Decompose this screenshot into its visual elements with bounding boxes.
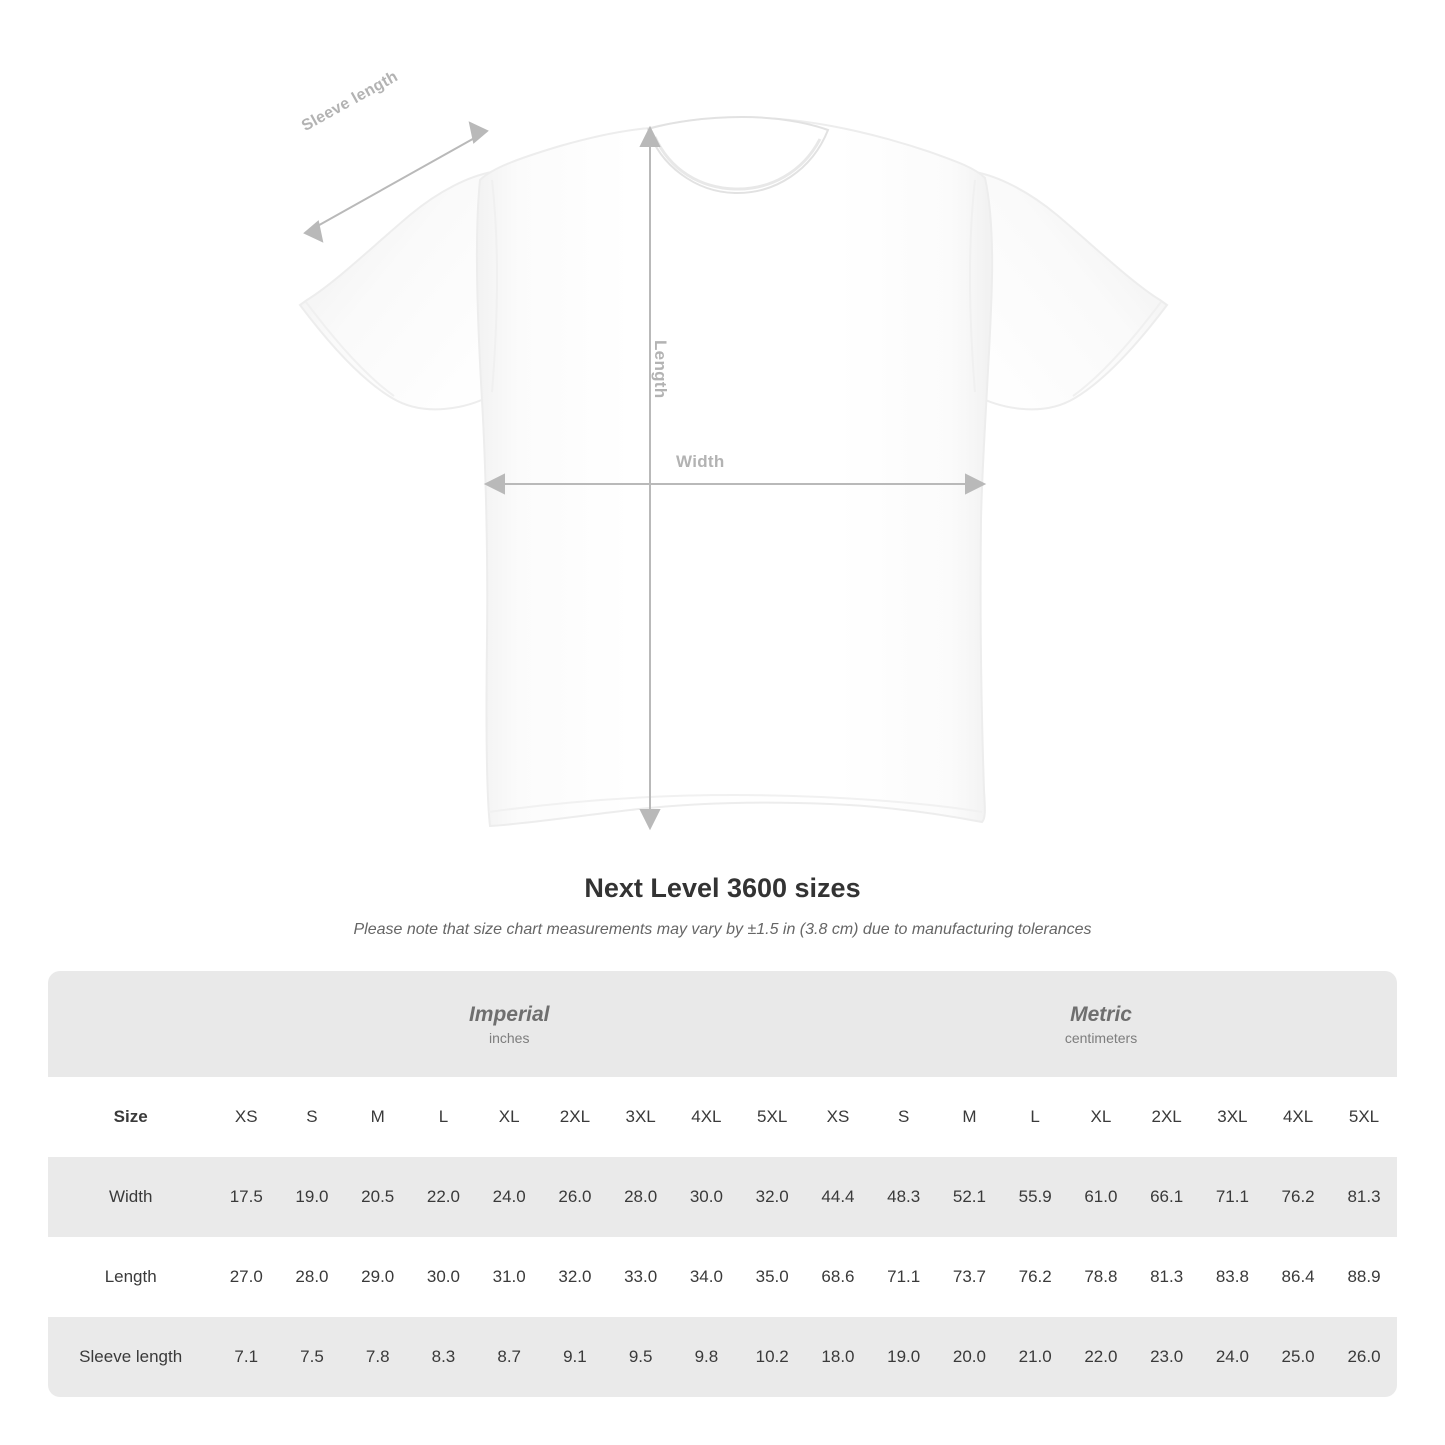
width-metric-xl: 61.0 bbox=[1068, 1157, 1134, 1237]
width-metric-xs: 44.4 bbox=[805, 1157, 871, 1237]
size-cell-imperial-l: L bbox=[411, 1077, 477, 1157]
size-cell-imperial-xs: XS bbox=[213, 1077, 279, 1157]
size-cell-imperial-3xl: 3XL bbox=[608, 1077, 674, 1157]
length-imperial-4xl: 34.0 bbox=[674, 1237, 740, 1317]
width-imperial-4xl: 30.0 bbox=[674, 1157, 740, 1237]
size-cell-imperial-5xl: 5XL bbox=[739, 1077, 805, 1157]
length-metric-4xl: 86.4 bbox=[1265, 1237, 1331, 1317]
sleeve-metric-5xl: 26.0 bbox=[1331, 1317, 1397, 1397]
length-metric-3xl: 83.8 bbox=[1200, 1237, 1266, 1317]
width-metric-2xl: 66.1 bbox=[1134, 1157, 1200, 1237]
length-metric-xl: 78.8 bbox=[1068, 1237, 1134, 1317]
width-imperial-2xl: 26.0 bbox=[542, 1157, 608, 1237]
sleeve-imperial-xl: 8.7 bbox=[476, 1317, 542, 1397]
width-imperial-3xl: 28.0 bbox=[608, 1157, 674, 1237]
width-metric-5xl: 81.3 bbox=[1331, 1157, 1397, 1237]
width-metric-4xl: 76.2 bbox=[1265, 1157, 1331, 1237]
size-cell-imperial-m: M bbox=[345, 1077, 411, 1157]
sleeve-length-label: Sleeve length bbox=[299, 68, 401, 135]
length-metric-xs: 68.6 bbox=[805, 1237, 871, 1317]
size-cell-imperial-2xl: 2XL bbox=[542, 1077, 608, 1157]
length-imperial-s: 28.0 bbox=[279, 1237, 345, 1317]
sleeve-imperial-5xl: 10.2 bbox=[739, 1317, 805, 1397]
row-label-length: Length bbox=[48, 1237, 213, 1317]
table-row bbox=[48, 1317, 1397, 1397]
size-cell-metric-2xl: 2XL bbox=[1134, 1077, 1200, 1157]
sleeve-metric-l: 21.0 bbox=[1002, 1317, 1068, 1397]
size-cell-imperial-s: S bbox=[279, 1077, 345, 1157]
width-imperial-m: 20.5 bbox=[345, 1157, 411, 1237]
size-cell-imperial-xl: XL bbox=[476, 1077, 542, 1157]
sleeve-metric-xs: 18.0 bbox=[805, 1317, 871, 1397]
length-metric-l: 76.2 bbox=[1002, 1237, 1068, 1317]
unit-sub-imperial: inches bbox=[489, 1030, 530, 1047]
size-cell-metric-s: S bbox=[871, 1077, 937, 1157]
sleeve-imperial-l: 8.3 bbox=[411, 1317, 477, 1397]
size-cell-imperial-4xl: 4XL bbox=[674, 1077, 740, 1157]
width-imperial-xs: 17.5 bbox=[213, 1157, 279, 1237]
size-cell-metric-5xl: 5XL bbox=[1331, 1077, 1397, 1157]
unit-header-imperial bbox=[213, 971, 805, 1077]
length-metric-m: 73.7 bbox=[937, 1237, 1003, 1317]
length-metric-2xl: 81.3 bbox=[1134, 1237, 1200, 1317]
size-cell-metric-3xl: 3XL bbox=[1200, 1077, 1266, 1157]
table-row bbox=[48, 1157, 1397, 1237]
table-row bbox=[48, 1237, 1397, 1317]
row-label-width: Width bbox=[48, 1157, 213, 1237]
sleeve-metric-4xl: 25.0 bbox=[1265, 1317, 1331, 1397]
length-imperial-xs: 27.0 bbox=[213, 1237, 279, 1317]
length-metric-s: 71.1 bbox=[871, 1237, 937, 1317]
row-label-sleeve-length: Sleeve length bbox=[48, 1317, 213, 1397]
width-imperial-xl: 24.0 bbox=[476, 1157, 542, 1237]
sleeve-imperial-m: 7.8 bbox=[345, 1317, 411, 1397]
unit-title-metric: Metric bbox=[1070, 1002, 1132, 1026]
width-imperial-5xl: 32.0 bbox=[739, 1157, 805, 1237]
sleeve-imperial-4xl: 9.8 bbox=[674, 1317, 740, 1397]
sleeve-imperial-s: 7.5 bbox=[279, 1317, 345, 1397]
size-row-label: Size bbox=[48, 1077, 213, 1157]
unit-header-metric bbox=[805, 971, 1397, 1077]
width-metric-l: 55.9 bbox=[1002, 1157, 1068, 1237]
length-imperial-l: 30.0 bbox=[411, 1237, 477, 1317]
sleeve-imperial-xs: 7.1 bbox=[213, 1317, 279, 1397]
sleeve-metric-2xl: 23.0 bbox=[1134, 1317, 1200, 1397]
width-imperial-l: 22.0 bbox=[411, 1157, 477, 1237]
unit-header-row bbox=[48, 971, 1397, 1077]
tolerance-note: Please note that size chart measurements may vary by ±1.5 in (3.8 cm) due to manufacturing tolerances bbox=[353, 921, 1092, 938]
length-imperial-3xl: 33.0 bbox=[608, 1237, 674, 1317]
size-cell-metric-l: L bbox=[1002, 1077, 1068, 1157]
width-metric-s: 48.3 bbox=[871, 1157, 937, 1237]
size-cell-metric-m: M bbox=[937, 1077, 1003, 1157]
size-row bbox=[48, 1077, 1397, 1157]
width-imperial-s: 19.0 bbox=[279, 1157, 345, 1237]
size-cell-metric-xl: XL bbox=[1068, 1077, 1134, 1157]
size-chart-table-wrapper bbox=[48, 971, 1397, 1397]
sleeve-imperial-3xl: 9.5 bbox=[608, 1317, 674, 1397]
size-cell-metric-4xl: 4XL bbox=[1265, 1077, 1331, 1157]
width-metric-m: 52.1 bbox=[937, 1157, 1003, 1237]
sleeve-metric-m: 20.0 bbox=[937, 1317, 1003, 1397]
unit-header-spacer bbox=[48, 971, 213, 1077]
page-title: Next Level 3600 sizes bbox=[584, 873, 861, 903]
unit-title-imperial: Imperial bbox=[468, 1002, 550, 1026]
width-metric-3xl: 71.1 bbox=[1200, 1157, 1266, 1237]
size-cell-metric-xs: XS bbox=[805, 1077, 871, 1157]
unit-sub-metric: centimeters bbox=[1064, 1030, 1138, 1047]
sleeve-metric-3xl: 24.0 bbox=[1200, 1317, 1266, 1397]
length-imperial-xl: 31.0 bbox=[476, 1237, 542, 1317]
width-label: Width bbox=[676, 452, 725, 471]
sleeve-metric-xl: 22.0 bbox=[1068, 1317, 1134, 1397]
sleeve-imperial-2xl: 9.1 bbox=[542, 1317, 608, 1397]
length-metric-5xl: 88.9 bbox=[1331, 1237, 1397, 1317]
sleeve-metric-s: 19.0 bbox=[871, 1317, 937, 1397]
length-imperial-m: 29.0 bbox=[345, 1237, 411, 1317]
length-imperial-2xl: 32.0 bbox=[542, 1237, 608, 1317]
length-imperial-5xl: 35.0 bbox=[739, 1237, 805, 1317]
length-label: Length bbox=[651, 340, 670, 399]
shirt-body bbox=[300, 117, 1167, 826]
size-chart-table bbox=[48, 971, 1397, 1397]
